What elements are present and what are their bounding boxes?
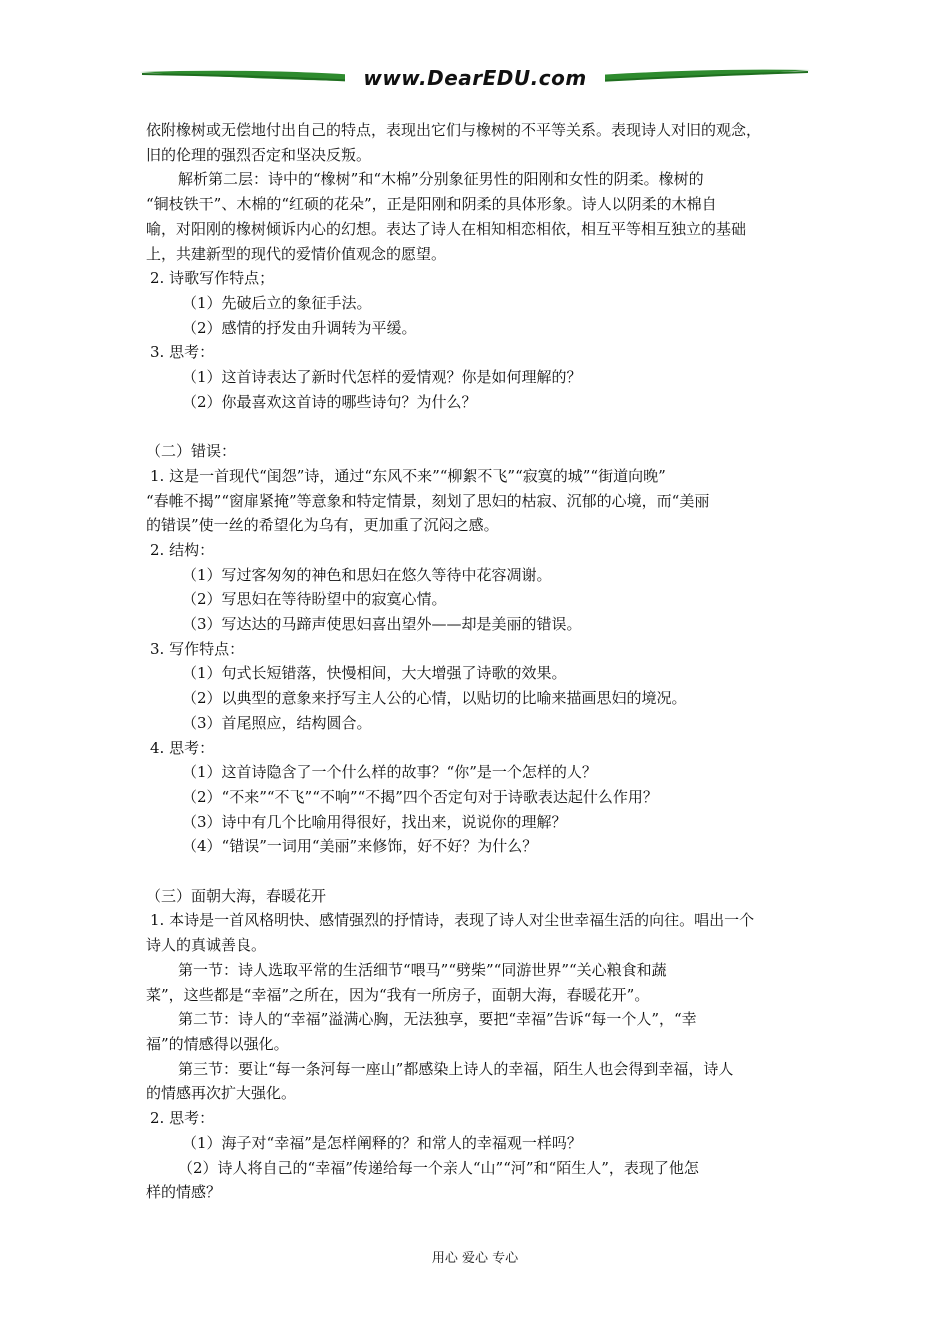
- text-line: 旧的伦理的强烈否定和坚决反叛。: [146, 145, 372, 164]
- section-heading: 2. 思考：: [150, 1109, 215, 1128]
- list-item: （3）首尾照应，结构圆合。: [182, 713, 372, 732]
- list-item: （2）感情的抒发由升调转为平缓。: [182, 318, 417, 337]
- list-item: （1）写过客匆匆的神色和思妇在悠久等待中花容凋谢。: [182, 565, 552, 584]
- text-line: 第一节：诗人选取平常的生活细节“喂马”“劈柴”“同游世界”“关心粮食和蔬: [178, 960, 667, 979]
- site-logo: www.DearEDU.com: [345, 64, 605, 92]
- text-line: 菜”，这些都是“幸福”之所在，因为“我有一所房子，面朝大海，春暖花开”。: [146, 985, 650, 1004]
- text-line: 依附橡树或无偿地付出自己的特点，表现出它们与橡树的不平等关系。表现诗人对旧的观念，: [146, 121, 762, 139]
- text-line: 福”的情感得以强化。: [146, 1034, 289, 1053]
- list-item: （1）这首诗隐含了一个什么样的故事？“你”是一个怎样的人？: [182, 763, 597, 782]
- text-line: 第二节：诗人的“幸福”溢满心胸，无法独享，要把“幸福”告诉“每一个人”，“幸: [178, 1010, 697, 1029]
- text-line: 第三节：要让“每一条河每一座山”都感染上诗人的幸福，陌生人也会得到幸福，诗人: [178, 1059, 734, 1078]
- list-item: （1）海子对“幸福”是怎样阐释的？和常人的幸福观一样吗？: [182, 1133, 582, 1152]
- list-item: 样的情感？: [146, 1183, 222, 1202]
- document-body: [146, 118, 812, 1205]
- text-line: 的情感再次扩大强化。: [146, 1084, 297, 1103]
- list-item: （2）诗人将自己的“幸福”传递给每一个亲人“山”“河”和“陌生人”，表现了他怎: [178, 1158, 699, 1177]
- page-footer: 用心 爱心 专心: [431, 1251, 519, 1266]
- text-line: “铜枝铁干”、木棉的“红硕的花朵”，正是阳刚和阴柔的具体形象。诗人以阴柔的木棉自: [146, 195, 717, 214]
- section-heading: 2. 诗歌写作特点；: [150, 269, 275, 288]
- text-line: 的错误”使一丝的希望化为乌有，更加重了沉闷之感。: [146, 516, 499, 535]
- section-heading: 4. 思考：: [150, 738, 215, 757]
- list-item: （1）句式长短错落，快慢相间，大大增强了诗歌的效果。: [182, 664, 567, 683]
- list-item: （1）这首诗表达了新时代怎样的爱情观？你是如何理解的？: [182, 368, 582, 387]
- section-heading: 2. 结构：: [150, 540, 215, 559]
- list-item: （2）写思妇在等待盼望中的寂寞心情。: [182, 590, 447, 609]
- text-line: 诗人的真诚善良。: [146, 936, 267, 955]
- list-item: （2）你最喜欢这首诗的哪些诗句？为什么？: [182, 392, 477, 411]
- section-heading: 3. 写作特点：: [150, 639, 245, 658]
- text-line: 1. 本诗是一首风格明快、感情强烈的抒情诗，表现了诗人对尘世幸福生活的向往。唱出一个: [150, 911, 755, 930]
- text-line: 上，共建新型的现代的爱情价值观念的愿望。: [146, 244, 447, 263]
- list-item: （2）“不来”“不飞”“不响”“不揭”四个否定句对于诗歌表达起什么作用？: [182, 787, 658, 806]
- list-item: （1）先破后立的象征手法。: [182, 293, 372, 312]
- text-line: 喻，对阳刚的橡树倾诉内心的幻想。表达了诗人在相知相恋相依，相互平等相互独立的基础: [146, 219, 747, 238]
- text-line: 解析第二层：诗中的“橡树”和“木棉”分别象征男性的阳刚和女性的阴柔。橡树的: [178, 170, 704, 189]
- page-header: [140, 60, 810, 100]
- text-line: 1. 这是一首现代“闺怨”诗，通过“东风不来”“柳絮不飞”“寂寞的城”“街道向晚”: [150, 466, 666, 485]
- section-title: （二）错误：: [146, 442, 237, 461]
- text-line: “春帷不揭”“窗扉紧掩”等意象和特定情景，刻划了思妇的枯寂、沉郁的心境，而“美丽: [146, 491, 710, 510]
- section-heading: 3. 思考：: [150, 343, 215, 362]
- list-item: （4）“错误”一词用“美丽”来修饰，好不好？为什么？: [182, 837, 538, 856]
- list-item: （2）以典型的意象来抒写主人公的心情，以贴切的比喻来描画思妇的境况。: [182, 689, 687, 708]
- list-item: （3）诗中有几个比喻用得很好，找出来，说说你的理解？: [182, 812, 567, 831]
- section-title: （三）面朝大海，春暖花开: [146, 886, 327, 905]
- list-item: （3）写达达的马蹄声使思妇喜出望外——却是美丽的错误。: [182, 615, 582, 634]
